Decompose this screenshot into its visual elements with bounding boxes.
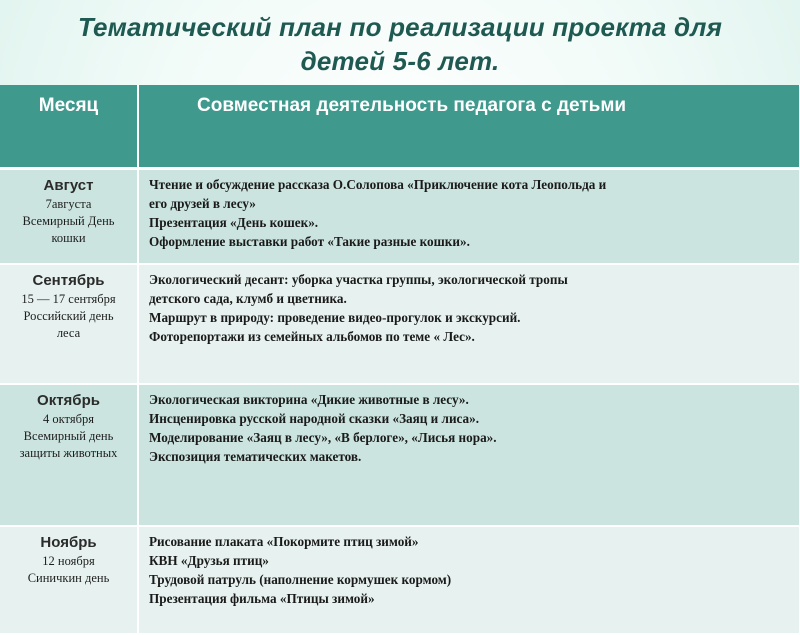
activity-line: Фоторепортажи из семейных альбомов по теме « Лес».: [149, 329, 475, 344]
table-row: [0, 264, 800, 384]
month-info-line: 4 октября: [43, 412, 94, 426]
activity-cell: [138, 526, 800, 634]
month-info-line: 12 ноября: [42, 554, 95, 568]
month-info-line: Синичкин день: [27, 571, 110, 585]
title-line-2: детей 5-6 лет.: [300, 46, 500, 76]
month-info-line: 15 — 17 сентября: [21, 292, 116, 306]
month-info-line: 7августа: [45, 197, 92, 211]
activity-line: Маршрут в природу: проведение видео-прогулок и экскурсий.: [149, 310, 521, 325]
activity-line: Трудовой патруль (наполнение кормушек кормом): [149, 572, 452, 587]
activity-line: Презентация фильма «Птицы зимой»: [149, 591, 375, 606]
activity-cell: [138, 384, 800, 526]
month-info-line: кошки: [51, 231, 86, 245]
activity-cell: [138, 169, 800, 265]
month-info-line: Всемирный День: [22, 214, 115, 228]
table-row: [0, 526, 800, 634]
activity-line: КВН «Друзья птиц»: [149, 553, 269, 568]
activity-cell: [138, 264, 800, 384]
activity-line: Экологическая викторина «Дикие животные в лесу».: [149, 392, 469, 407]
activity-line: Презентация «День кошек».: [149, 215, 319, 230]
activity-column-header: Совместная деятельность педагога с детьми: [138, 85, 800, 169]
month-column-header: Месяц: [0, 85, 138, 169]
activity-line: Моделирование «Заяц в лесу», «В берлоге», «Лисья нора».: [149, 430, 497, 445]
month-info-line: леса: [56, 326, 81, 340]
month-cell: [0, 169, 138, 265]
month-cell: [0, 384, 138, 526]
activity-line: Чтение и обсуждение рассказа О.Солопова «Приключение кота Леопольда и: [149, 177, 607, 192]
table-row: [0, 169, 800, 265]
month-name: Август: [43, 177, 94, 194]
activity-line: Экспозиция тематических макетов.: [149, 449, 362, 464]
activity-line: его друзей в лесу»: [149, 196, 256, 211]
activity-line: Оформление выставки работ «Такие разные кошки».: [149, 234, 470, 249]
page-title: [40, 10, 760, 78]
title-line-1: Тематический план по реализации проекта для: [77, 12, 723, 42]
month-cell: [0, 526, 138, 634]
table-row: [0, 384, 800, 526]
month-info-line: Всемирный день: [23, 429, 114, 443]
activity-line: Рисование плаката «Покормите птиц зимой»: [149, 534, 419, 549]
month-cell: [0, 264, 138, 384]
month-name: Ноябрь: [40, 534, 97, 551]
month-name: Октябрь: [37, 392, 100, 409]
activity-line: Инсценировка русской народной сказки «Заяц и лиса».: [149, 411, 480, 426]
table-header-row: [0, 85, 800, 169]
activity-line: детского сада, клумб и цветника.: [149, 291, 347, 306]
month-name: Сентябрь: [32, 272, 105, 289]
month-info-line: защиты животных: [19, 446, 118, 460]
activity-line: Экологический десант: уборка участка группы, экологической тропы: [149, 272, 568, 287]
month-info-line: Российский день: [23, 309, 114, 323]
thematic-plan-table: [0, 85, 800, 635]
